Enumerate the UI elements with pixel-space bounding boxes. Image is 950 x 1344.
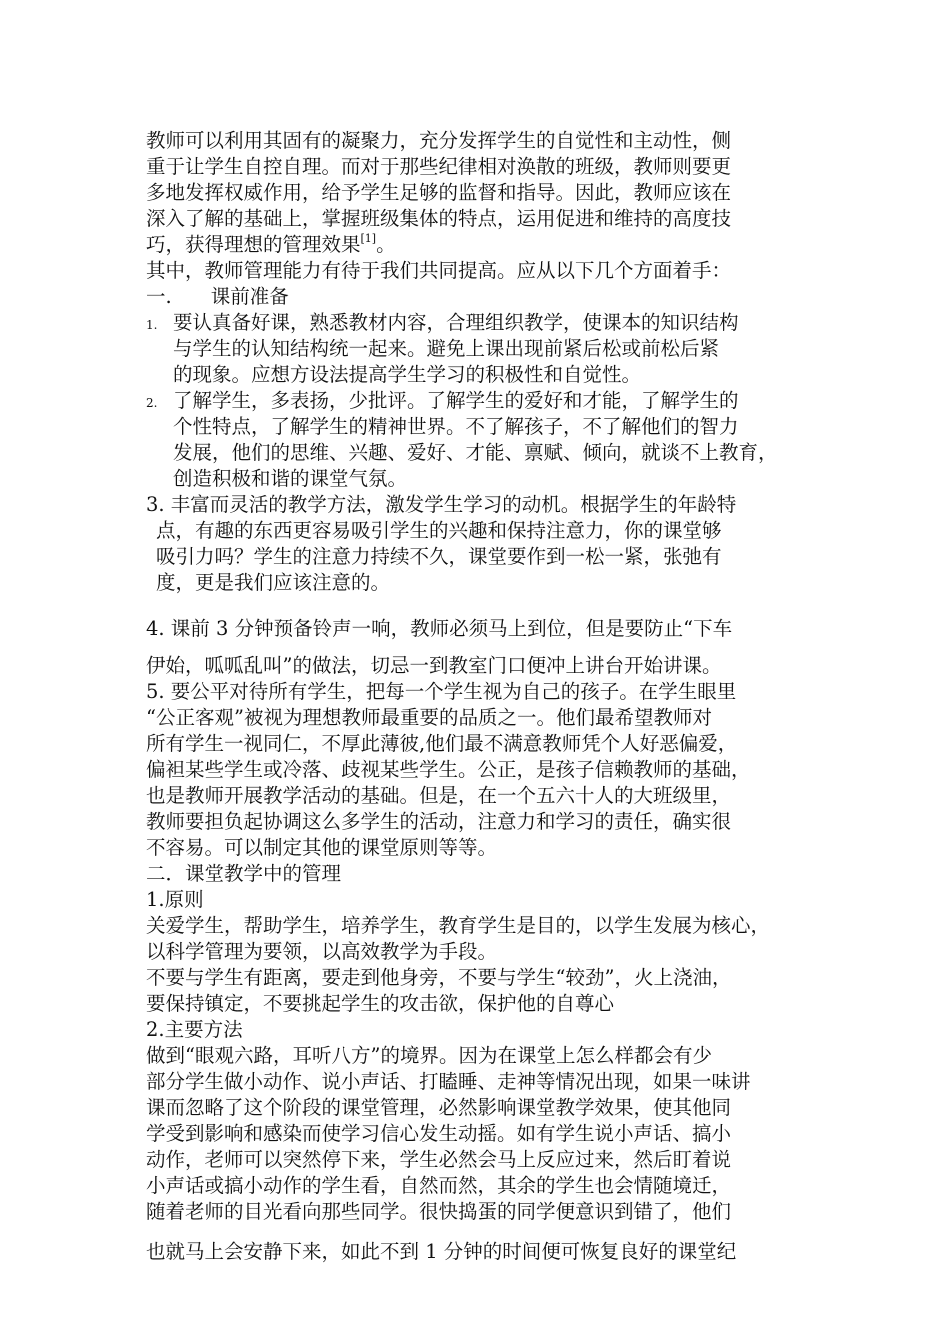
principle-paragraph-1 xyxy=(146,913,818,965)
subheading-methods: 2.主要方法 xyxy=(146,1018,243,1041)
text-line: 随着老师的目光看向那些同学。很快捣蛋的同学便意识到错了，他们 xyxy=(146,1200,732,1223)
text-line: 不容易。可以制定其他的课堂原则等等。 xyxy=(146,836,498,859)
text-fragment: 巧，获得理想的管理效果 xyxy=(146,233,361,256)
intro-paragraph xyxy=(146,128,818,258)
text-line: 创造积极和谐的课堂气氛。 xyxy=(173,467,408,490)
text-line: 教师可以利用其固有的凝聚力，充分发挥学生的自觉性和主动性，侧 xyxy=(146,129,732,152)
text-line: 不要与学生有距离，要走到他身旁，不要与学生“较劲”，火上浇油， xyxy=(146,966,732,989)
text-line: 点，有趣的东西更容易吸引学生的兴趣和保持注意力，你的课堂够 xyxy=(156,519,722,542)
text-line: 要保持镇定，不要挑起学生的攻击欲，保护他的自尊心 xyxy=(146,992,615,1015)
list-number: 1. xyxy=(146,318,158,332)
text-line: 3. 丰富而灵活的教学方法，激发学生学习的动机。根据学生的年龄特 xyxy=(146,493,737,516)
footnote-reference[interactable]: [1] xyxy=(360,232,377,245)
text-line: 部分学生做小动作、说小声话、打瞌睡、走神等情况出现，如果一味讲 xyxy=(146,1070,751,1093)
text-fragment: 了解学生，多表扬，少批评。了解学生的爱好和才能，了解学生的 xyxy=(173,389,739,412)
text-line: 吸引力吗？学生的注意力持续不久，课堂要作到一松一紧，张弛有 xyxy=(156,545,722,568)
list-item-3 xyxy=(146,492,818,596)
text-line: 的现象。应想方设法提高学生学习的积极性和自觉性。 xyxy=(173,363,642,386)
list-item-5 xyxy=(146,679,818,861)
text-line xyxy=(146,388,818,414)
text-line: 动作，老师可以突然停下来，学生必然会马上反应过来，然后盯着说 xyxy=(146,1148,732,1171)
text-line: 做到“眼观六路，耳听八方”的境界。因为在课堂上怎么样都会有少 xyxy=(146,1044,712,1067)
text-line xyxy=(146,310,818,336)
text-line: 以科学管理为要领，以高效教学为手段。 xyxy=(146,940,498,963)
text-line: 也是教师开展教学活动的基础。但是，在一个五六十人的大班级里， xyxy=(146,784,732,807)
text-line: 所有学生一视同仁，不厚此薄彼,他们最不满意教师凭个人好恶偏爱， xyxy=(146,732,738,755)
text-line: 深入了解的基础上，掌握班级集体的特点，运用促进和维持的高度技 xyxy=(146,207,732,230)
text-line: 多地发挥权威作用，给予学生足够的监督和指导。因此，教师应该在 xyxy=(146,181,732,204)
text-line: 也就马上会安静下来，如此不到 1 分钟的时间便可恢复良好的课堂纪 xyxy=(146,1240,737,1263)
text-line: “公正客观”被视为理想教师最重要的品质之一。他们最希望教师对 xyxy=(146,706,712,729)
lead-sentence: 其中，教师管理能力有待于我们共同提高。应从以下几个方面着手： xyxy=(146,259,732,282)
text-line: 5. 要公平对待所有学生，把每一个学生视为自己的孩子。在学生眼里 xyxy=(146,680,737,703)
text-line: 偏袒某些学生或冷落、歧视某些学生。公正，是孩子信赖教师的基础， xyxy=(146,758,751,781)
text-line: 发展，他们的思维、兴趣、爱好、才能、禀赋、倾向，就谈不上教育， xyxy=(173,441,778,464)
text-line: 伊始，呱呱乱叫”的做法，切忌一到教室门口便冲上讲台开始讲课。 xyxy=(146,654,722,677)
document-page xyxy=(146,128,818,1265)
list-item-1 xyxy=(146,310,818,388)
text-line: 与学生的认知结构统一起来。避免上课出现前紧后松或前松后紧 xyxy=(173,337,720,360)
text-line: 个性特点，了解学生的精神世界。不了解孩子，不了解他们的智力 xyxy=(173,415,739,438)
list-item-2 xyxy=(146,388,818,492)
section-heading-1: 一. 课前准备 xyxy=(146,285,289,308)
text-line: 小声话或搞小动作的学生看，自然而然，其余的学生也会情随境迁， xyxy=(146,1174,732,1197)
text-line: 学受到影响和感染而使学习信心发生动摇。如有学生说小声话、搞小 xyxy=(146,1122,732,1145)
text-line xyxy=(146,232,818,258)
text-line: 关爱学生，帮助学生，培养学生，教育学生是目的，以学生发展为核心， xyxy=(146,914,771,937)
text-line: 重于让学生自控自理。而对于那些纪律相对涣散的班级，教师则要更 xyxy=(146,155,732,178)
text-fragment: 。 xyxy=(376,233,396,256)
text-fragment: 要认真备好课，熟悉教材内容，合理组织教学，使课本的知识结构 xyxy=(173,311,739,334)
text-line: 4. 课前 3 分钟预备铃声一响，教师必须马上到位，但是要防止“下车 xyxy=(146,617,733,640)
section-heading-2: 二．课堂教学中的管理 xyxy=(146,862,342,885)
text-line: 教师要担负起协调这么多学生的活动，注意力和学习的责任，确实很 xyxy=(146,810,732,833)
principle-paragraph-2 xyxy=(146,965,818,1017)
subheading-principles: 1.原则 xyxy=(146,888,204,911)
list-item-4 xyxy=(146,596,818,679)
text-line: 度，更是我们应该注意的。 xyxy=(156,571,391,594)
text-line: 课而忽略了这个阶段的课堂管理，必然影响课堂教学效果，使其他同 xyxy=(146,1096,732,1119)
list-number: 2. xyxy=(146,396,158,410)
method-paragraph xyxy=(146,1043,818,1265)
